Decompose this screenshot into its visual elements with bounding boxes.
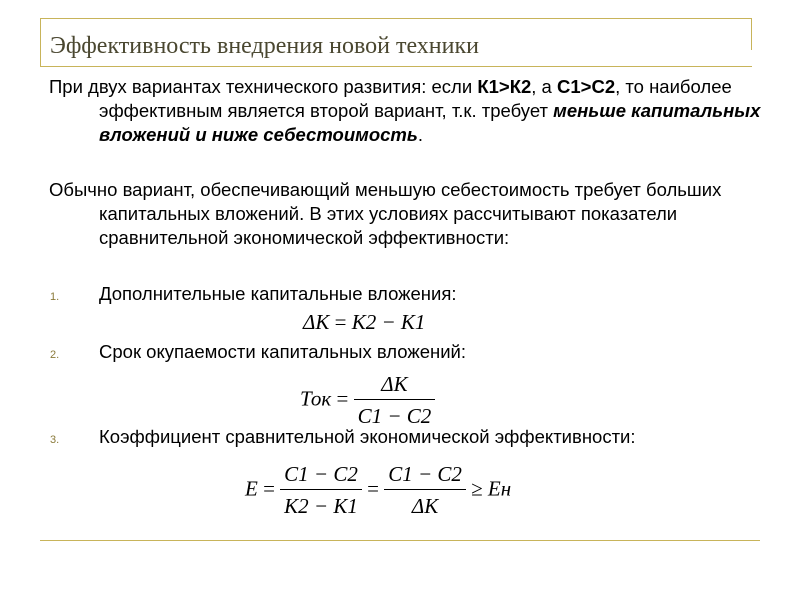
formula-lhs: Ток bbox=[300, 386, 332, 411]
formula-rhs: K2 − K1 bbox=[351, 310, 426, 334]
formula-rhs: Ен bbox=[487, 476, 512, 501]
paragraph-text: , а bbox=[531, 76, 557, 97]
fraction-numerator: C1 − C2 bbox=[280, 464, 362, 490]
list-item-text: Дополнительные капитальные вложения: bbox=[99, 283, 457, 304]
condition-c: С1>С2 bbox=[557, 76, 616, 97]
slide-title: Эффективность внедрения новой техники bbox=[50, 33, 479, 59]
list-item-text: Коэффициент сравнительной экономической эффективности: bbox=[99, 426, 636, 447]
paragraph-text: . bbox=[417, 124, 424, 145]
frame-right-line bbox=[751, 18, 752, 50]
list-number: 1. bbox=[50, 291, 60, 303]
list-number: 2. bbox=[50, 349, 60, 361]
list-number: 3. bbox=[50, 434, 60, 446]
formula-lhs: E bbox=[245, 476, 258, 501]
fraction bbox=[280, 464, 362, 517]
formula-lhs: ΔK bbox=[303, 310, 330, 334]
frame-top-line bbox=[40, 18, 752, 19]
formula-payback-period: Ток = $\frac{\Delta K}{C1 - C2}$ bbox=[300, 374, 435, 427]
fraction-denominator: K2 − K1 bbox=[284, 494, 358, 518]
fraction-numerator: ΔK bbox=[354, 374, 436, 400]
fraction bbox=[354, 374, 436, 427]
list-item-text: Срок окупаемости капитальных вложений: bbox=[99, 341, 467, 362]
formula-additional-investment: ΔK = K2 − K1 bbox=[303, 310, 426, 334]
frame-left-line bbox=[40, 18, 41, 66]
comparison-sign: ≥ bbox=[471, 476, 483, 501]
fraction bbox=[384, 464, 466, 517]
paragraph-condition bbox=[49, 75, 800, 147]
fraction-denominator: ΔK bbox=[411, 494, 439, 518]
title-divider bbox=[40, 66, 752, 67]
bottom-divider bbox=[40, 540, 760, 541]
condition-k: К1>К2 bbox=[477, 76, 532, 97]
fraction-denominator: C1 − C2 bbox=[357, 404, 432, 428]
paragraph-context: Обычно вариант, обеспечивающий меньшую себестоимость требует больших капитальных вложений. В этих условиях рассчитывают показатели сравнительной экономической эффективности: bbox=[49, 179, 722, 248]
fraction-numerator: C1 − C2 bbox=[384, 464, 466, 490]
paragraph-text: , то наиболее эффективным является второй вариант, т.к. требует bbox=[99, 76, 732, 121]
formula-efficiency-coefficient: E = $\frac{C1 - C2}{K2 - K1}$ = $\frac{C1 - C2}{\Delta K}$ ≥ Ен bbox=[245, 462, 512, 518]
emphasis-text: меньше капитальных вложений и ниже себестоимость bbox=[99, 100, 761, 145]
paragraph-text: При двух вариантах технического развития: если bbox=[49, 76, 478, 97]
